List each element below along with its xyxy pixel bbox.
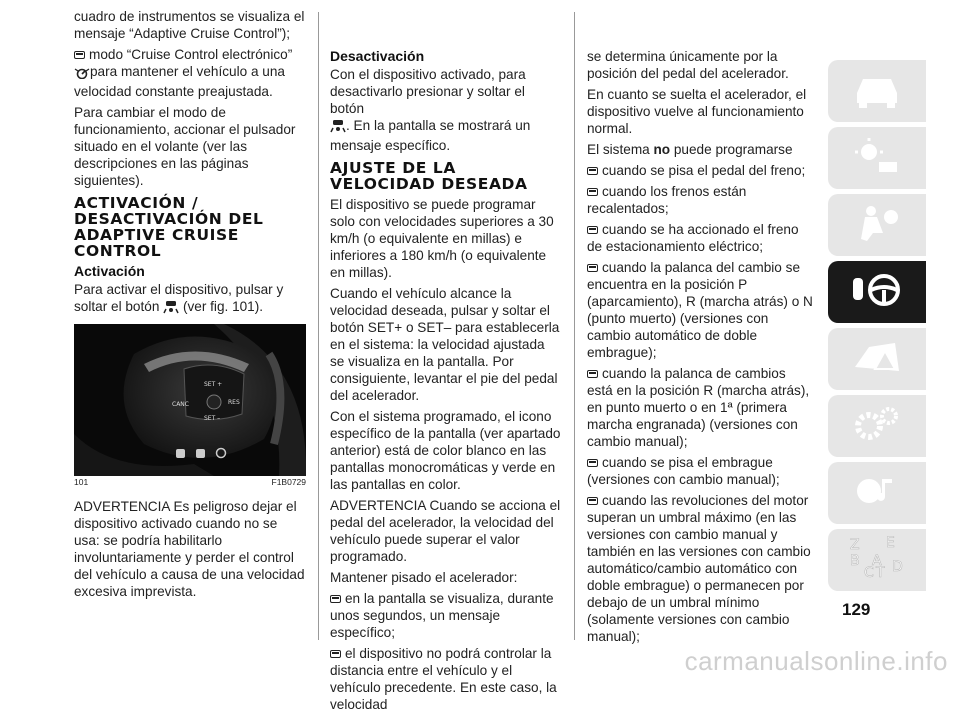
index-letter: A <box>872 552 882 569</box>
bullet-item <box>330 645 562 713</box>
watermark: carmanualsonline.info <box>684 646 948 676</box>
warning-paragraph: ADVERTENCIA Cuando se acciona el pedal del acelerador, la velocidad del vehículo puede superar el valor programado. <box>330 498 561 564</box>
section-heading: AJUSTE DE LA VELOCIDAD DESEADA <box>330 159 528 193</box>
bullet-text: para mantener el vehículo a una velocidad constante preajustada. <box>74 64 285 99</box>
bullet-item <box>587 365 815 450</box>
warning-triangle-icon <box>849 337 905 382</box>
column-3 <box>587 8 815 649</box>
figure-number: 101 <box>74 477 89 487</box>
car-icon <box>849 69 905 114</box>
chapter-tabs <box>828 60 938 596</box>
bullet-text: el dispositivo no podrá controlar la distancia entre el vehículo y el vehículo precedente. En este caso, la velocidad <box>330 646 557 712</box>
bullet-icon <box>587 167 598 175</box>
bullet-item <box>587 492 815 645</box>
emphasis-no: no <box>653 142 671 157</box>
canc-label: CANC <box>172 401 189 408</box>
paragraph: cuadro de instrumentos se visualiza el mensaje “Adaptive Cruise Control”); <box>74 9 305 41</box>
figure-caption <box>74 477 306 488</box>
bullet-icon <box>587 497 598 505</box>
paragraph-text: puede programarse <box>673 142 793 157</box>
paragraph-text: Con el dispositivo activado, para desactivarlo presionar y soltar el botón <box>330 67 526 116</box>
bullet-item <box>74 46 306 100</box>
figure-code: F1B0729 <box>271 477 306 487</box>
set-minus-label: SET – <box>204 415 221 422</box>
bullet-icon <box>587 188 598 196</box>
bullet-icon <box>587 370 598 378</box>
index-letters-icon <box>842 535 912 586</box>
bullet-icon <box>330 650 341 658</box>
index-letter: T <box>876 564 885 581</box>
column-divider <box>574 12 575 640</box>
set-plus-label: SET + <box>204 381 223 388</box>
key-steering-wheel-icon <box>849 270 905 315</box>
paragraph: En cuanto se suelta el acelerador, el dispositivo vuelve al funcionamiento normal. <box>587 87 807 136</box>
column-2 <box>330 8 562 717</box>
bullet-list <box>587 162 815 645</box>
chapter-tab <box>828 529 926 591</box>
adaptive-cruise-button-icon <box>163 300 179 318</box>
paragraph <box>587 141 815 158</box>
paragraph: El dispositivo se puede programar solo con velocidades superiores a 30 km/h (o equivalente en millas) e inferiores a 180 km/h (o equivalente en millas). <box>330 197 554 280</box>
bullet-text: cuando la palanca del cambio se encuentra en la posición P (aparcamiento), R (marcha atrás) o N (punto muerto) (versiones con cambio automático de doble embrague); <box>587 260 813 360</box>
chapter-tab <box>828 328 926 390</box>
bullet-text: en la pantalla se visualiza, durante unos segundos, un mensaje específico; <box>330 591 554 640</box>
bullet-icon <box>330 595 341 603</box>
chapter-tab <box>828 462 926 524</box>
seat-airbag-icon <box>849 203 905 248</box>
bullet-icon <box>587 459 598 467</box>
dashboard-lights-icon <box>849 136 905 181</box>
warning-paragraph: ADVERTENCIA Es peligroso dejar el dispositivo activado cuando no se usa: se podría habilitarlo involuntariamente y perder el control del vehículo a causa de una velocidad excesiva imprevista. <box>74 499 305 599</box>
steering-wheel-figure <box>74 324 306 476</box>
bullet-text: cuando la palanca de cambios está en la posición R (marcha atrás), en punto muerto o en 1ª (primera marcha engranada) (versiones con cambio manual); <box>587 366 810 449</box>
bullet-icon <box>587 226 598 234</box>
chapter-tab <box>828 60 926 122</box>
bullet-item <box>587 183 815 217</box>
bullet-text: cuando se ha accionado el freno de estacionamiento eléctrico; <box>587 222 799 254</box>
page-number: 129 <box>842 600 871 619</box>
bullet-item <box>587 221 815 255</box>
paragraph: Cuando el vehículo alcance la velocidad deseada, pulsar y soltar el botón SET+ o SET– para establecerla en el sistema: la velocidad ajustada se visualiza en la pantalla. Por consiguiente, levantar el pie del pedal del acelerador. <box>330 286 560 403</box>
bullet-text: cuando se pisa el embrague (versiones con cambio manual); <box>587 455 780 487</box>
cruise-control-icon <box>74 66 90 83</box>
chapter-tab <box>828 127 926 189</box>
paragraph-text: Para activar el dispositivo, pulsar y soltar el botón <box>74 282 284 314</box>
chapter-tab <box>828 395 926 457</box>
chapter-tab <box>828 261 926 323</box>
subsection-heading: Desactivación <box>330 48 425 64</box>
bullet-icon <box>74 51 85 59</box>
paragraph: se determina únicamente por la posición del pedal del acelerador. <box>587 49 789 81</box>
column-1 <box>74 8 306 604</box>
gears-icon <box>849 404 905 449</box>
adaptive-cruise-button-icon <box>330 119 346 137</box>
column-divider <box>318 12 319 640</box>
section-heading: ACTIVACIÓN / DESACTIVACIÓN DEL ADAPTIVE CRUISE CONTROL <box>74 194 264 260</box>
bullet-item <box>587 454 815 488</box>
paragraph: Mantener pisado el acelerador: <box>330 570 518 585</box>
subsection-heading: Activación <box>74 263 145 279</box>
paragraph-text: . En la pantalla se mostrará un mensaje específico. <box>330 118 531 153</box>
chapter-tab <box>828 194 926 256</box>
multimedia-icon <box>849 471 905 516</box>
paragraph: Con el sistema programado, el icono específico de la pantalla (ver apartado anterior) está de color blanco en las pantallas monocromáticas y verde en las pantallas en color. <box>330 409 561 492</box>
paragraph <box>74 281 306 318</box>
bullet-icon <box>587 264 598 272</box>
index-letter: Z <box>850 536 860 553</box>
index-letter: D <box>892 558 903 575</box>
index-letter: C <box>864 564 874 581</box>
index-letter: B <box>850 552 860 569</box>
bullet-text: cuando los frenos están recalentados; <box>587 184 747 216</box>
bullet-item <box>587 162 815 179</box>
bullet-text: modo “Cruise Control electrónico” <box>89 47 293 62</box>
bullet-item <box>587 259 815 361</box>
bullet-item <box>330 590 562 641</box>
index-letter: E <box>886 534 895 551</box>
paragraph: Para cambiar el modo de funcionamiento, accionar el pulsador situado en el volante (ver las descripciones en las páginas siguientes). <box>74 105 296 188</box>
paragraph-text: El sistema <box>587 142 650 157</box>
bullet-text: cuando las revoluciones del motor superan un umbral máximo (en las versiones con cambio manual y también en las versiones con cambio automático/cambio automático con doble embrague) o permanecen por debajo de un umbral mínimo (solamente versiones con cambio manual); <box>587 493 811 644</box>
res-label: RES <box>228 399 240 406</box>
bullet-text: cuando se pisa el pedal del freno; <box>602 163 806 178</box>
paragraph <box>330 66 562 154</box>
paragraph-text: (ver fig. 101). <box>182 299 264 314</box>
